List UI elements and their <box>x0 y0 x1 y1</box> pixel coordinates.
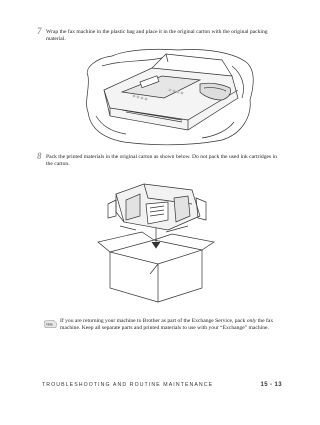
note-icon <box>44 320 57 328</box>
fax-in-bag-illustration <box>82 46 258 148</box>
step-text: Wrap the fax machine in the plastic bag and place it in the original carton with the original packing material. <box>46 29 268 43</box>
carton-packing-illustration <box>96 176 216 306</box>
step-text: Pack the printed materials in the original carton as shown below. Do not pack the used ink cartridges in the carton. <box>46 154 277 168</box>
note-text: If you are returning your machine to Brother as part of the Exchange Service, pack only the fax machine. Keep all separate parts and printed materials to use with your “Exchange” machine. <box>60 318 274 332</box>
note-emphasis: only <box>246 318 257 324</box>
note-icon-label: Note <box>46 322 53 327</box>
step-number: 8 <box>37 151 42 161</box>
page-number: 15 - 13 <box>260 381 282 388</box>
step-number: 7 <box>37 26 42 36</box>
page-footer <box>42 382 282 388</box>
footer-section-title: TROUBLESHOOTING AND ROUTINE MAINTENANCE <box>42 382 214 388</box>
